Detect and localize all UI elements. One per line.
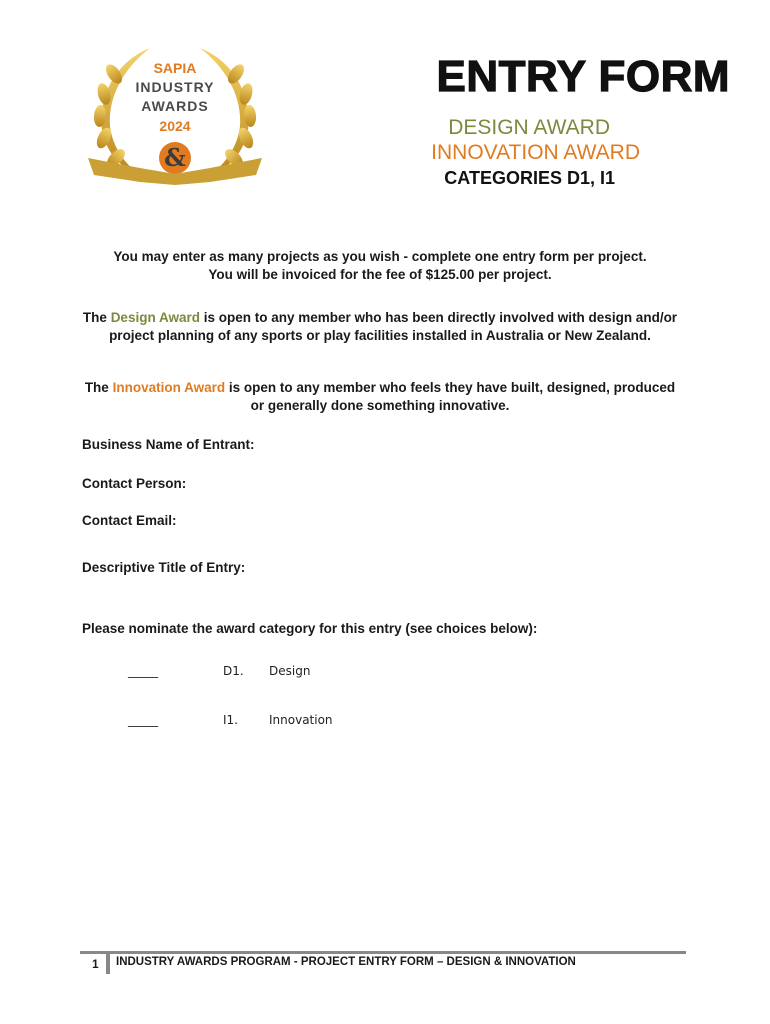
choice-label-innovation: Innovation [269, 713, 333, 727]
design-award-paragraph [80, 309, 680, 345]
footer-divider [80, 951, 686, 954]
contact-person-label: Contact Person: [82, 476, 187, 491]
svg-text:SAPIA: SAPIA [153, 60, 197, 76]
choice-code-innovation: I1. [223, 713, 238, 727]
footer-text: INDUSTRY AWARDS PROGRAM - PROJECT ENTRY FORM – DESIGN & INNOVATION [116, 956, 576, 968]
design-para-prefix: The [82, 310, 111, 325]
innovation-para-prefix: The [84, 380, 113, 395]
svg-text:&: & [164, 143, 186, 172]
svg-text:2024: 2024 [159, 118, 191, 134]
business-name-label: Business Name of Entrant: [82, 437, 255, 452]
page-title: ENTRY FORM [436, 52, 730, 101]
choice-blank-design[interactable]: _____ [128, 664, 158, 678]
design-award-highlight: Design Award [110, 310, 200, 325]
intro-paragraph [80, 248, 680, 284]
nominate-category-label: Please nominate the award category for this entry (see choices below): [82, 621, 538, 636]
intro-line-1: You may enter as many projects as you wish - complete one entry form per project. [113, 249, 647, 264]
innovation-award-highlight: Innovation Award [112, 380, 226, 395]
design-award-heading: DESIGN AWARD [448, 116, 610, 139]
svg-text:INDUSTRY: INDUSTRY [135, 79, 215, 95]
design-para-text: is open to any member who has been directly involved with design and/or project planning of any sports or play facilities installed in Australia or New Zealand. [109, 310, 678, 343]
choice-blank-innovation[interactable]: _____ [128, 713, 158, 727]
choice-code-design: D1. [223, 664, 244, 678]
innovation-para-text: is open to any member who feels they have built, designed, produced or generally done something innovative. [225, 380, 676, 413]
choice-label-design: Design [269, 664, 311, 678]
svg-text:AWARDS: AWARDS [141, 98, 209, 114]
sapia-awards-logo [80, 40, 270, 185]
choice-row-innovation [128, 713, 333, 727]
footer-separator [106, 954, 110, 974]
contact-email-label: Contact Email: [82, 513, 177, 528]
categories-heading: CATEGORIES D1, I1 [444, 168, 615, 188]
innovation-award-heading: INNOVATION AWARD [431, 141, 640, 164]
innovation-award-paragraph [80, 379, 680, 415]
entry-title-label: Descriptive Title of Entry: [82, 560, 246, 575]
choice-row-design [128, 664, 310, 678]
page-number: 1 [92, 957, 99, 971]
intro-line-2: You will be invoiced for the fee of $125.00 per project. [208, 267, 552, 282]
